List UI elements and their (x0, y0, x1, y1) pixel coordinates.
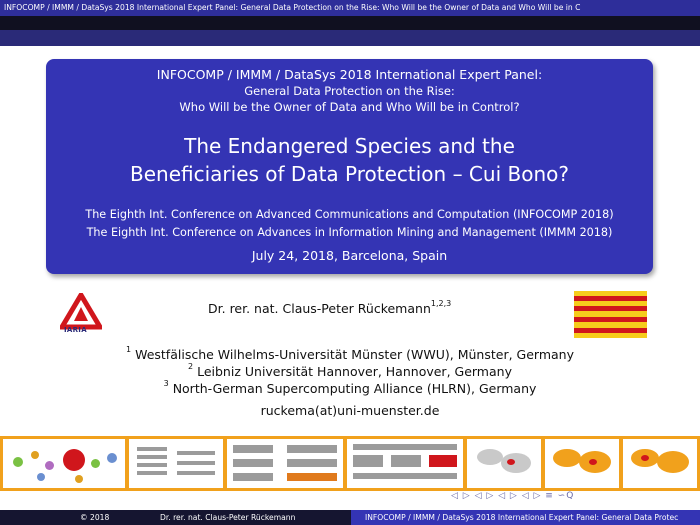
flag-stripe (574, 296, 647, 301)
workflow-box (233, 473, 273, 481)
thumbnail-strip (0, 436, 700, 491)
flag-stripe (574, 306, 647, 311)
conference-line-1: The Eighth Int. Conference on Advanced Communications and Computation (INFOCOMP 2018) (85, 208, 614, 221)
table-line (177, 471, 215, 475)
workflow-box (233, 459, 273, 467)
headline-bar (0, 0, 700, 16)
footer-running-title: INFOCOMP / IMMM / DataSys 2018 International Expert Panel: General Data Protec (365, 513, 679, 522)
thumbnail-workflow (227, 439, 343, 488)
map-highlight (589, 459, 597, 465)
map-landmass (501, 453, 531, 473)
table-line (137, 463, 167, 467)
title-box (46, 59, 653, 274)
affiliation-1 (0, 347, 700, 362)
email-address: ruckema(at)uni-muenster.de (260, 403, 440, 418)
affiliation-text: Westfälische Wilhelms-Universität Münster (WWU), Münster, Germany (135, 347, 574, 363)
main-title-line-1: The Endangered Species and the (184, 134, 515, 158)
affiliation-mark: 3 (163, 379, 169, 388)
node-marker (13, 457, 23, 467)
thumbnail-map (545, 439, 619, 488)
node-marker (91, 459, 100, 468)
diagram-box (353, 473, 457, 479)
table-line (177, 461, 215, 465)
affiliation-text: Leibniz Universität Hannover, Hannover, Germany (197, 364, 512, 380)
map-highlight (641, 455, 649, 461)
author-name-text: Dr. rer. nat. Claus-Peter Rückemann (208, 301, 431, 317)
workflow-box (287, 473, 337, 481)
diagram-box (391, 455, 421, 467)
navy-band (0, 30, 700, 46)
node-hub (63, 449, 85, 471)
conference-line-2: The Eighth Int. Conference on Advances in Information Mining and Management (IMMM 2018) (86, 226, 613, 239)
subtitle-line-2: Who Will be the Owner of Data and Who Will be in Control? (179, 100, 520, 114)
table-line (137, 471, 167, 475)
panel-line: INFOCOMP / IMMM / DataSys 2018 International Expert Panel: (156, 67, 543, 82)
table-line (137, 447, 167, 451)
logo-label: IARIA (64, 326, 87, 334)
beamer-navigation-controls[interactable]: ◁ ▷ ◁ ▷ ◁ ▷ ◁ ▷ ≡ ∽Q (451, 491, 575, 501)
map-landmass (477, 449, 503, 465)
footer-right (351, 510, 700, 525)
node-marker (75, 475, 83, 483)
subtitle-line-1: General Data Protection on the Rise: (244, 84, 455, 98)
diagram-box (429, 455, 457, 467)
thumbnail-diagram (347, 439, 463, 488)
footer-author: Dr. rer. nat. Claus-Peter Rückemann (160, 513, 296, 522)
footer-left (0, 510, 351, 525)
affiliation-mark: 2 (188, 362, 194, 371)
footer-bar (0, 510, 700, 525)
dark-band (0, 16, 700, 30)
flag-stripe (574, 328, 647, 333)
node-marker (45, 461, 54, 470)
map-highlight (507, 459, 515, 465)
workflow-box (287, 445, 337, 453)
date-location: July 24, 2018, Barcelona, Spain (251, 248, 448, 263)
thumbnail-table (129, 439, 223, 488)
workflow-box (287, 459, 337, 467)
thumbnail-concept-map (3, 439, 125, 488)
map-landmass (553, 449, 581, 467)
diagram-box (353, 444, 457, 450)
node-marker (31, 451, 39, 459)
affiliation-2 (0, 364, 700, 379)
footer-copyright: © 2018 (80, 513, 110, 522)
affiliation-3 (0, 381, 700, 396)
node-marker (107, 453, 117, 463)
map-landmass (657, 451, 689, 473)
table-line (177, 451, 215, 455)
affiliation-mark: 1 (126, 345, 132, 354)
affiliation-text: North-German Supercomputing Alliance (HLRN), Germany (172, 381, 537, 397)
thumbnail-map (623, 439, 697, 488)
thumbnail-map (467, 439, 541, 488)
headline-text: INFOCOMP / IMMM / DataSys 2018 International Expert Panel: General Data Protection on the Rise: Who Will be the Owner of Data and Who Will be in C (4, 3, 581, 12)
workflow-box (233, 445, 273, 453)
author-affiliation-marks: 1,2,3 (430, 299, 452, 308)
node-marker (37, 473, 45, 481)
catalan-flag-icon (574, 291, 647, 338)
diagram-box (353, 455, 383, 467)
main-title-line-2: Beneficiaries of Data Protection – Cui Bono? (130, 162, 569, 186)
table-line (137, 455, 167, 459)
author-name (208, 301, 451, 316)
flag-stripe (574, 317, 647, 322)
